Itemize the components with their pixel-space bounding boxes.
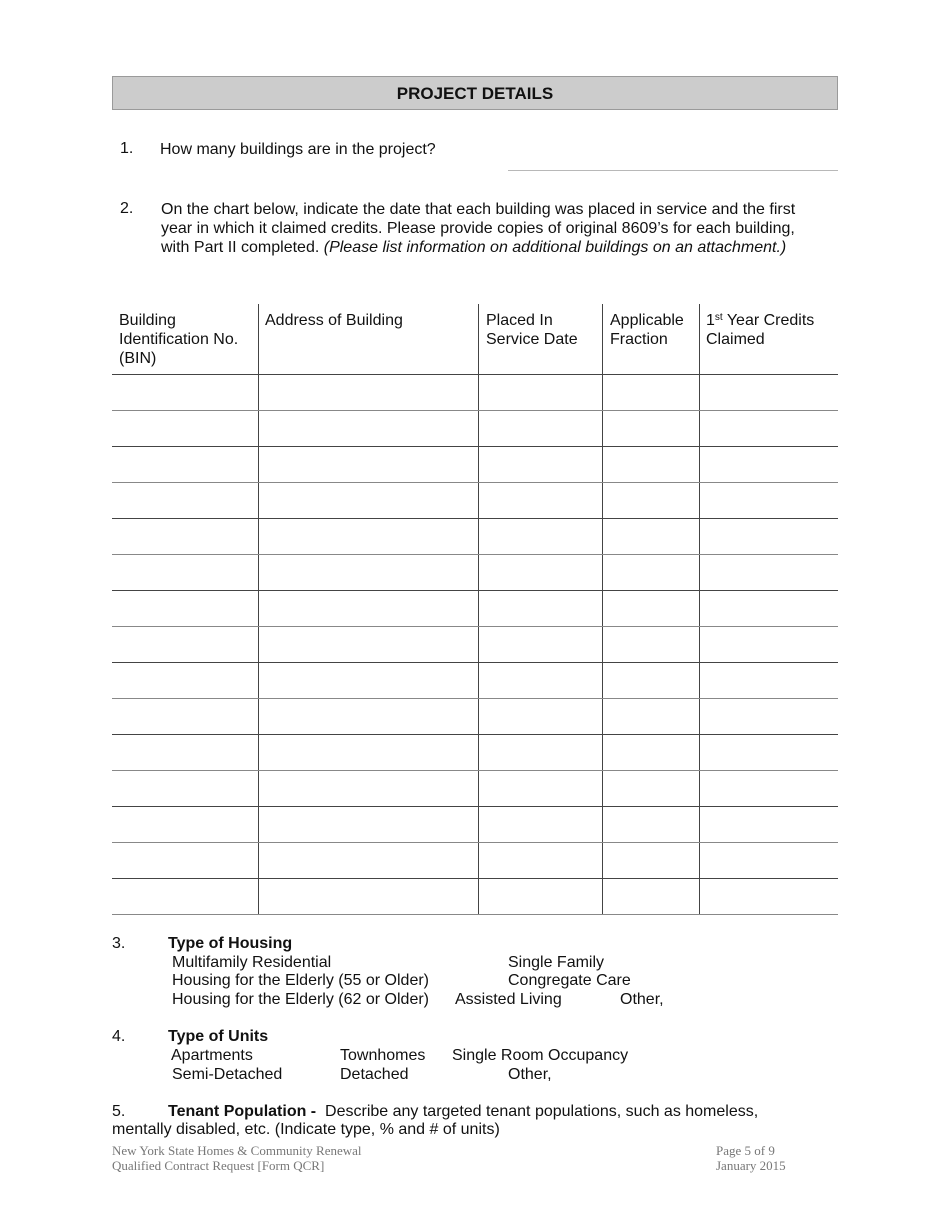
tenant-population-title: Tenant Population - bbox=[168, 1103, 317, 1120]
building-count-field[interactable] bbox=[508, 170, 838, 171]
q1-number: 1. bbox=[120, 140, 134, 157]
footer-right bbox=[716, 1143, 786, 1173]
option-multifamily[interactable]: Multifamily Residential bbox=[172, 954, 332, 971]
col-header-service-date: Placed In Service Date bbox=[486, 312, 578, 348]
table-row[interactable] bbox=[112, 554, 838, 555]
option-congregate-care[interactable]: Congregate Care bbox=[508, 972, 631, 989]
col-divider bbox=[478, 304, 479, 915]
option-townhomes[interactable]: Townhomes bbox=[340, 1047, 426, 1064]
q5-number: 5. bbox=[112, 1103, 126, 1120]
q5-line2: mentally disabled, etc. (Indicate type, % and # of units) bbox=[112, 1121, 500, 1138]
table-row[interactable] bbox=[112, 410, 838, 411]
q4-number: 4. bbox=[112, 1028, 126, 1045]
q2-instructions: On the chart below, indicate the date that each building was placed in service and the first year in which it claimed credits. Please provide copies of original 8609’s for each building, with Part II completed. bbox=[161, 201, 796, 256]
footer-form: Qualified Contract Request [Form QCR] bbox=[112, 1158, 325, 1173]
q2-number: 2. bbox=[120, 200, 134, 217]
q2-text bbox=[161, 200, 821, 257]
building-table bbox=[112, 304, 838, 915]
option-detached[interactable]: Detached bbox=[340, 1066, 409, 1083]
footer-left bbox=[112, 1143, 362, 1173]
table-row[interactable] bbox=[112, 770, 838, 771]
table-row[interactable] bbox=[112, 806, 838, 807]
table-row[interactable] bbox=[112, 590, 838, 591]
option-single-family[interactable]: Single Family bbox=[508, 954, 605, 971]
table-row[interactable] bbox=[112, 482, 838, 483]
q3-number: 3. bbox=[112, 935, 126, 952]
q5-line1 bbox=[168, 1103, 758, 1121]
q1-text: How many buildings are in the project? bbox=[160, 141, 436, 158]
option-units-other[interactable]: Other, bbox=[508, 1066, 552, 1083]
table-row[interactable] bbox=[112, 626, 838, 627]
table-row[interactable] bbox=[112, 446, 838, 447]
table-row[interactable] bbox=[112, 698, 838, 699]
option-assisted-living[interactable]: Assisted Living bbox=[455, 991, 562, 1008]
q2-note: (Please list information on additional buildings on an attachment.) bbox=[323, 239, 787, 256]
table-row[interactable] bbox=[112, 914, 838, 915]
option-sro[interactable]: Single Room Occupancy bbox=[452, 1047, 629, 1064]
option-apartments[interactable]: Apartments bbox=[171, 1047, 253, 1064]
table-row[interactable] bbox=[112, 734, 838, 735]
credits-superscript: st bbox=[714, 312, 723, 323]
col-header-credits bbox=[706, 311, 836, 349]
option-elderly-62[interactable]: Housing for the Elderly (62 or Older) bbox=[172, 991, 429, 1008]
table-row[interactable] bbox=[112, 878, 838, 879]
table-row[interactable] bbox=[112, 662, 838, 663]
credits-prefix: 1 bbox=[706, 312, 715, 329]
option-elderly-55[interactable]: Housing for the Elderly (55 or Older) bbox=[172, 972, 429, 989]
section-title: PROJECT DETAILS bbox=[112, 76, 838, 110]
unit-type-title: Type of Units bbox=[168, 1028, 269, 1045]
table-row[interactable] bbox=[112, 842, 838, 843]
col-header-bin: Building Identification No. (BIN) bbox=[119, 312, 239, 367]
credits-label: Year Credits Claimed bbox=[706, 312, 815, 348]
footer-date: January 2015 bbox=[716, 1158, 786, 1173]
page-number: Page 5 of 9 bbox=[716, 1143, 775, 1158]
option-semi-detached[interactable]: Semi-Detached bbox=[172, 1066, 283, 1083]
col-divider bbox=[258, 304, 259, 915]
table-row[interactable] bbox=[112, 374, 838, 375]
col-divider bbox=[602, 304, 603, 915]
col-header-fraction: Applicable Fraction bbox=[610, 312, 684, 348]
option-housing-other[interactable]: Other, bbox=[620, 991, 664, 1008]
q5-text: Describe any targeted tenant populations, such as homeless, bbox=[325, 1103, 759, 1120]
col-divider bbox=[699, 304, 700, 915]
table-row[interactable] bbox=[112, 518, 838, 519]
col-header-address: Address of Building bbox=[265, 312, 403, 329]
footer-agency: New York State Homes & Community Renewal bbox=[112, 1143, 362, 1158]
housing-type-title: Type of Housing bbox=[168, 935, 293, 952]
